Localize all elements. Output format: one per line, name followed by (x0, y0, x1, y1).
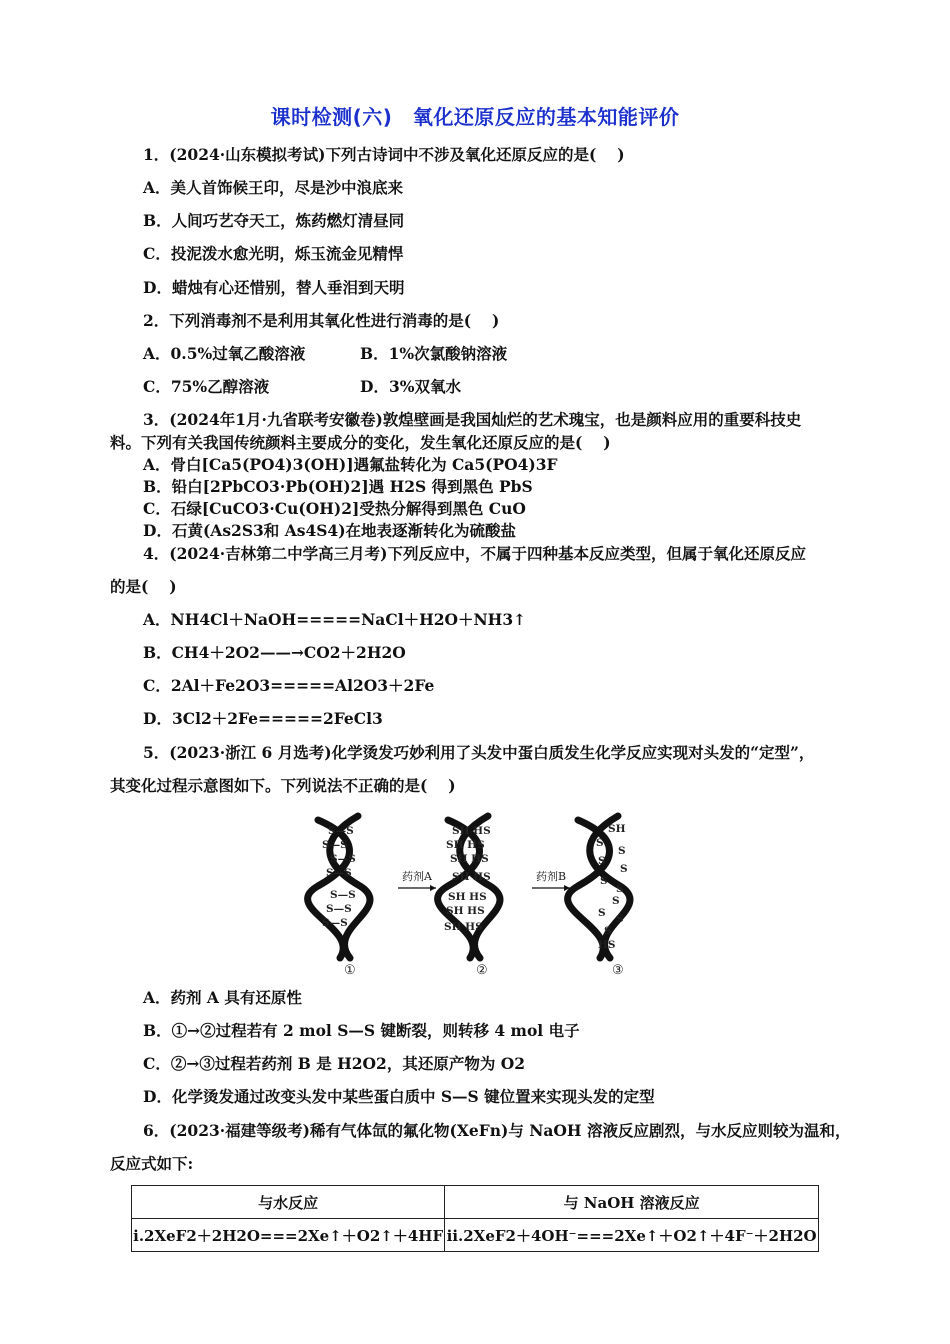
sh-group-label: SH HS (444, 921, 483, 933)
q6-stem-line1: 6．(2023·福建等级考)稀有气体氙的氟化物(XeFn)与 NaOH 溶液反应剧烈，与水反应则较为温和， (143, 1121, 851, 1140)
ss-bond-label: S—S (322, 917, 348, 929)
stage-1-label: ① (344, 963, 356, 978)
q4-stem-line2: 的是( ) (110, 577, 177, 596)
q5-stem-line1: 5．(2023·浙江 6 月选考)化学烫发巧妙利用了头发中蛋白质发生化学反应实现对头发的“定型”， (143, 743, 815, 762)
q5-option-a: A．药剂 A 具有还原性 (143, 988, 302, 1007)
q5-option-b: B．①→②过程若有 2 mol S—S 键断裂，则转移 4 mol 电子 (143, 1021, 580, 1040)
sh-group-label: SH HS (446, 839, 485, 851)
q3-option-a-formula: [Ca5(PO4)3(OH)]遇氟盐转化为 Ca5(PO4)3F (201, 455, 558, 474)
q5-stem-line2: 其变化过程示意图如下。下列说法不正确的是( ) (110, 776, 456, 795)
q1-option-b: B．人间巧艺夺天工，炼药燃灯清昼同 (143, 211, 405, 230)
sh-group-label: SH HS (452, 825, 491, 837)
q4-option-c: C．2Al＋Fe2O3=====Al2O3＋2Fe (143, 676, 435, 695)
q4-option-a: A．NH4Cl＋NaOH=====NaCl＋H2O＋NH3↑ (143, 610, 527, 629)
s-atom-label: S (604, 925, 612, 937)
reaction-table (131, 1185, 819, 1252)
s-atom-label: S (616, 883, 624, 895)
q3-option-c-prefix: C．石绿 (143, 499, 202, 518)
page-title: 课时检测(六) 氧化还原反应的基本知能评价 (270, 105, 680, 129)
arrow-head (430, 885, 436, 891)
q3-option-c (143, 499, 526, 519)
ss-bond-label: S—S (326, 903, 352, 915)
ss-bond-label: S—S (326, 867, 352, 879)
s-atom-label: S (598, 907, 606, 919)
q5-option-d: D．化学烫发通过改变头发中某些蛋白质中 S—S 键位置来实现头发的定型 (143, 1087, 655, 1106)
stage-2-label: ② (476, 963, 488, 978)
agent-a-label: 药剂A (402, 870, 432, 883)
q1-stem: 1．(2024·山东模拟考试)下列古诗词中不涉及氧化还原反应的是( ) (143, 145, 625, 164)
s-atom-label: S (596, 837, 604, 849)
q3-option-a-prefix: A．骨白 (143, 455, 202, 474)
q3-option-b-formula: [2PbCO3·Pb(OH)2]遇 H2S 得到黑色 PbS (202, 477, 533, 496)
q3-option-a (143, 455, 558, 475)
table-header-naoh: 与 NaOH 溶液反应 (445, 1186, 819, 1219)
hair-perm-diagram (300, 808, 680, 980)
s-atom-label: S (616, 913, 624, 925)
q2-option-c: C．75%乙醇溶液 (143, 377, 270, 396)
s-atom-label: S (598, 855, 606, 867)
sh-single-label: SH (608, 823, 626, 835)
ss-bond-label: S—S (330, 853, 356, 865)
table-cell-naoh-reaction: ⅱ.2XeF2＋4OH⁻===2Xe↑＋O2↑＋4F⁻＋2H2O (445, 1219, 819, 1252)
q3-option-d-formula: (As2S3和 As4S4)在地表逐渐转化为硫酸盐 (202, 521, 517, 540)
hs-single-label: HS (598, 939, 616, 951)
sh-group-label: SH HS (452, 871, 491, 883)
s-atom-label: S (618, 845, 626, 857)
q1-option-d: D．蜡烛有心还惜别，替人垂泪到天明 (143, 278, 405, 297)
table-cell-water-reaction: ⅰ.2XeF2＋2H2O===2Xe↑＋O2↑＋4HF (132, 1219, 445, 1252)
q4-stem-line1: 4．(2024·吉林第二中学高三月考)下列反应中，不属于四种基本反应类型，但属于氧化还原反应 (143, 544, 806, 563)
q2-stem: 2．下列消毒剂不是利用其氧化性进行消毒的是( ) (143, 311, 500, 330)
q5-option-c: C．②→③过程若药剂 B 是 H2O2，其还原产物为 O2 (143, 1054, 526, 1073)
ss-bond-label: S—S (330, 889, 356, 901)
q2-option-b: B．1%次氯酸钠溶液 (360, 344, 508, 363)
sh-group-label: SH HS (450, 853, 489, 865)
q3-option-d (143, 521, 516, 541)
q4-option-b: B．CH4＋2O2——→CO2＋2H2O (143, 643, 406, 662)
table-header-water: 与水反应 (132, 1186, 445, 1219)
q6-stem-line2: 反应式如下: (110, 1154, 194, 1173)
q3-option-c-formula: [CuCO3·Cu(OH)2]受热分解得到黑色 CuO (201, 499, 526, 518)
q3-stem-line1: 3．(2024年1月·九省联考安徽卷)敦煌壁画是我国灿烂的艺术瑰宝，也是颜料应用的重要科技史 (143, 410, 802, 429)
q4-option-d: D．3Cl2＋2Fe=====2FeCl3 (143, 709, 383, 728)
s-atom-label: S (612, 895, 620, 907)
q3-option-d-prefix: D．石黄 (143, 521, 203, 540)
ss-bond-label: S—S (328, 825, 354, 837)
stage-3-label: ③ (612, 963, 624, 978)
agent-b-label: 药剂B (536, 870, 567, 883)
q2-option-a: A．0.5%过氧乙酸溶液 (143, 344, 306, 363)
sh-group-label: SH HS (446, 905, 485, 917)
q3-option-b (143, 477, 533, 497)
q3-stem-line2: 料。下列有关我国传统颜料主要成分的变化，发生氧化还原反应的是( ) (110, 433, 611, 452)
q1-option-a: A．美人首饰候王印，尽是沙中浪底来 (143, 178, 404, 197)
q2-option-d: D．3%双氧水 (360, 377, 461, 396)
sh-group-label: SH HS (448, 891, 487, 903)
q1-option-c: C．投泥泼水愈光明，烁玉流金见精悍 (143, 244, 404, 263)
ss-bond-label: S—S (322, 839, 348, 851)
s-atom-label: S (620, 863, 628, 875)
s-atom-label: S (600, 875, 608, 887)
q3-option-b-prefix: B．铅白 (143, 477, 203, 496)
